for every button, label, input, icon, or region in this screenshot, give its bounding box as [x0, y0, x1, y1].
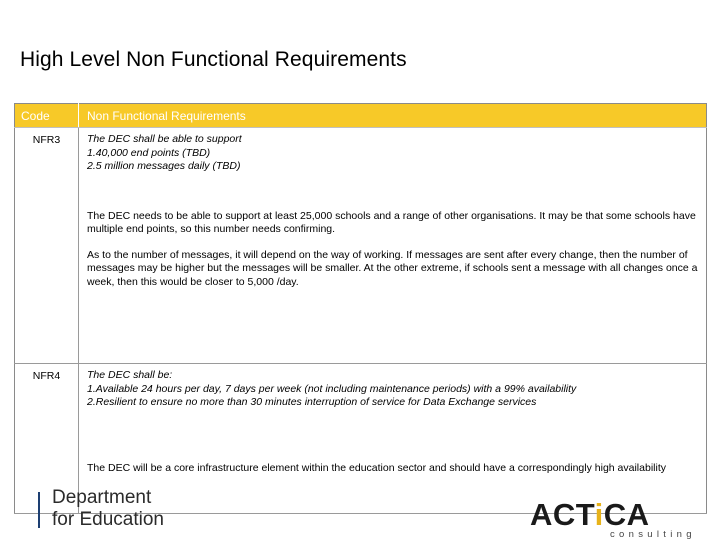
requirement-note: As to the number of messages, it will depend on the way of working. If messages are sent after every change, then the number of messages may be higher but the messages will be smaller. At the other extreme, if schools sent a message with all changes once a week, then this would be closer to 5,000 /day.: [87, 248, 698, 288]
dfe-logo: [38, 487, 178, 532]
requirement-note: The DEC needs to be able to support at least 25,000 schools and a range of other organisations. It may be that some schools have multiple end points, so this number needs confirming.: [87, 209, 696, 235]
requirement-line: 1.Available 24 hours per day, 7 days per week (not including maintenance periods) with a 99% availability: [87, 382, 577, 395]
requirement-line: The DEC shall be able to support: [87, 133, 242, 145]
actica-wordmark-prefix: ACT: [530, 497, 595, 532]
actica-wordmark: [530, 497, 650, 532]
requirement-line: 2.Resilient to ensure no more than 30 minutes interruption of service for Data Exchange services: [87, 396, 537, 408]
dfe-logo-line1: Department: [52, 487, 152, 508]
actica-logo: [530, 497, 702, 540]
actica-wordmark-mark: i: [594, 497, 604, 532]
code-column-header: Code: [15, 104, 79, 128]
slide-title: High Level Non Functional Requirements: [20, 48, 407, 71]
requirement-description: [79, 128, 707, 364]
requirement-note: The DEC will be a core infrastructure element within the education sector and should have a correspondingly high availability: [87, 461, 666, 474]
requirement-code: NFR3: [15, 128, 79, 364]
requirement-column-header: Non Functional Requirements: [79, 104, 707, 128]
actica-wordmark-suffix: CA: [603, 497, 650, 532]
requirement-line: 2.5 million messages daily (TBD): [87, 160, 241, 172]
requirement-line: 1.40,000 end points (TBD): [87, 146, 211, 159]
actica-tagline: consulting: [610, 529, 696, 540]
requirement-line: The DEC shall be:: [87, 369, 173, 381]
requirement-code: NFR4: [15, 364, 79, 514]
table-header-row: [15, 104, 707, 128]
requirement-statement: [87, 133, 698, 174]
table-row: [15, 128, 707, 364]
requirements-table: [14, 103, 707, 514]
requirement-statement: [87, 369, 698, 410]
dfe-logo-bar: [38, 492, 40, 528]
dfe-logo-line2: for Education: [52, 509, 164, 530]
